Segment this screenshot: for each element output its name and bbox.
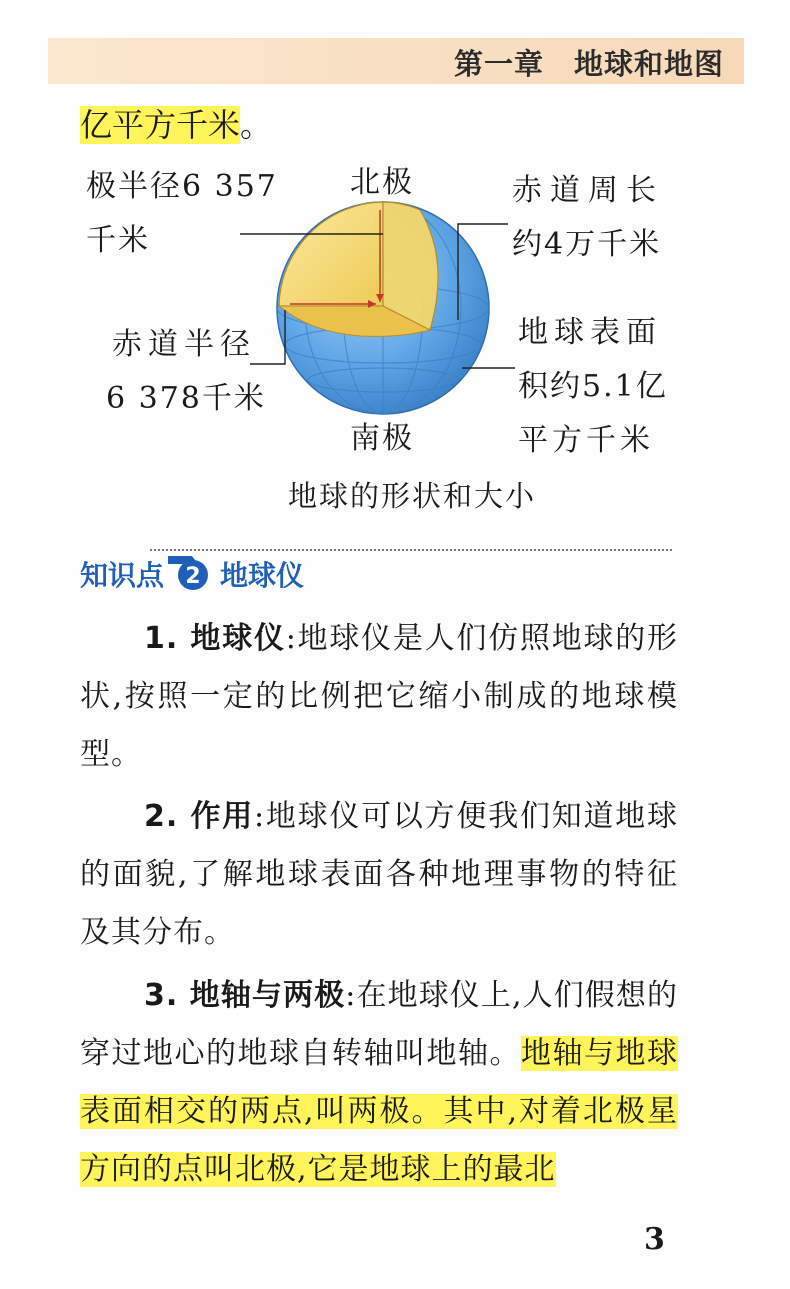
figure-caption: 地球的形状和大小: [288, 479, 537, 513]
paragraph-globe-function: [80, 788, 678, 962]
text-axis: :在地球仪上,人们假想的穿过地心的地球自转轴叫地轴。: [80, 978, 678, 1071]
paragraph-axis-poles: [80, 967, 678, 1199]
page-number: 3: [644, 1222, 665, 1257]
label-surface-area: 地球表面 积约5.1亿 平方千米: [518, 315, 668, 458]
label-polar-radius: 极半径6 357 千米: [86, 169, 278, 258]
section-title: 地球仪: [220, 559, 305, 592]
term-globe: 1. 地球仪: [144, 621, 286, 656]
text-globe: :地球仪是人们仿照地球的形状,按照一定的比例把它缩小制成的地球模型。: [80, 621, 679, 772]
section-number: 2: [185, 564, 201, 589]
paragraph-globe-definition: [80, 610, 678, 784]
section-prefix: 知识点: [80, 559, 165, 592]
period: 。: [240, 106, 273, 144]
text-function: :地球仪可以方便我们知道地球的面貌,了解地球表面各种地理事物的特征及其分布。: [80, 799, 678, 950]
term-axis-poles: 3. 地轴与两极: [144, 978, 346, 1013]
label-north-pole: 北极: [350, 165, 414, 200]
highlighted-text: 亿平方千米: [80, 106, 241, 144]
section-divider: [150, 549, 672, 551]
highlighted-poles-text: 地轴与地球表面相交的两点,叫两极。其中,对着北极星方向的点叫北极,它是地球上的最北: [80, 1036, 678, 1187]
section-heading: [80, 553, 304, 595]
label-equator-length: 赤道周长 约4万千米: [512, 173, 664, 262]
term-function: 2. 作用: [144, 799, 254, 834]
chapter-title: 第一章 地球和地图: [453, 47, 724, 81]
label-south-pole: 南极: [350, 421, 414, 456]
section-number-badge: [168, 556, 214, 592]
label-equator-radius: 赤道半径 6 378千米: [106, 327, 266, 416]
